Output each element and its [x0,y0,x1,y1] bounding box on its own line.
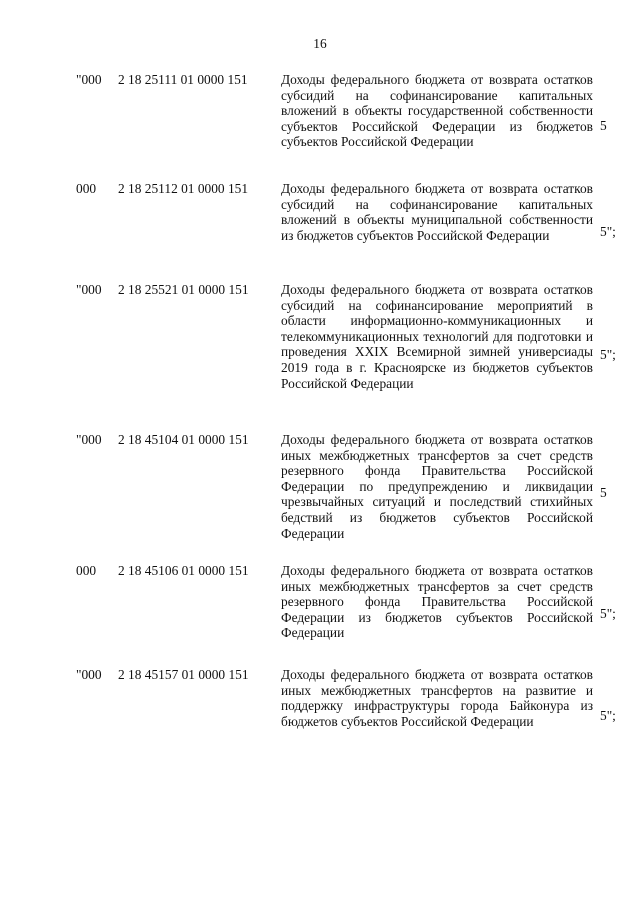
row-description: Доходы федерального бюджета от возврата остатков иных межбюджетных трансфертов на развитие и поддержку инфраструктуры города Байконура из бюджетов субъектов Российской Федерации [281,667,593,729]
row-prefix: 000 [76,181,97,196]
row-prefix: "000 [76,282,102,297]
row-amount: 5 [600,485,607,500]
row-description: Доходы федерального бюджета от возврата остатков субсидий на софинансирование капитальных вложений в объекты муниципальной собственности из бюджетов субъектов Российской Федерации [281,181,593,243]
row-code: 2 18 45106 01 0000 151 [118,563,249,578]
row-amount: 5"; [600,606,616,621]
row-prefix: "000 [76,667,102,682]
row-amount: 5"; [600,224,616,239]
row-prefix: "000 [76,432,102,447]
row-code: 2 18 45157 01 0000 151 [118,667,249,682]
row-description: Доходы федерального бюджета от возврата остатков иных межбюджетных трансфертов за счет средств резервного фонда Правительства Российской Федерации из бюджетов субъектов Российской Федерации [281,563,593,641]
row-code: 2 18 25112 01 0000 151 [118,181,249,196]
row-description: Доходы федерального бюджета от возврата остатков субсидий на софинансирование мероприятий в области информационно-коммуникационных и телекоммуникационных технологий для подготовки и проведения XXIX Всемирной зимней универсиады 2019 года в г. Красноярске из бюджетов субъектов Российской Федерации [281,282,593,391]
row-code: 2 18 25111 01 0000 151 [118,72,248,87]
row-amount: 5 [600,118,607,133]
row-description: Доходы федерального бюджета от возврата остатков субсидий на софинансирование капитальных вложений в объекты государственной собственности субъектов Российской Федерации из бюджетов субъектов Российской Федерации [281,72,593,150]
page-number: 16 [313,36,327,51]
row-amount: 5"; [600,347,616,362]
row-amount: 5"; [600,708,616,723]
row-code: 2 18 25521 01 0000 151 [118,282,249,297]
row-code: 2 18 45104 01 0000 151 [118,432,249,447]
row-description: Доходы федерального бюджета от возврата остатков иных межбюджетных трансфертов за счет средств резервного фонда Правительства Российской Федерации по предупреждению и ликвидации чрезвычайных ситуаций и последствий стихийных бедствий из бюджетов субъектов Российской Федерации [281,432,593,541]
row-prefix: 000 [76,563,97,578]
row-prefix: "000 [76,72,102,87]
